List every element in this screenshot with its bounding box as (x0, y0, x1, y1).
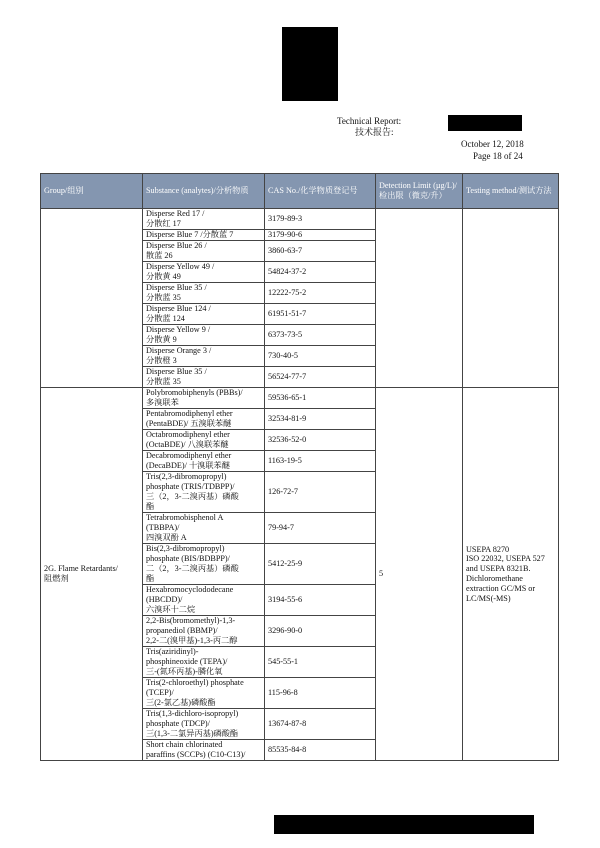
report-date: October 12, 2018 (461, 139, 524, 149)
cas-number-cell: 545-55-1 (265, 647, 376, 678)
substance-cell (143, 740, 265, 761)
substance-cell (143, 678, 265, 709)
substance-line: Hexabromocyclododecane (146, 585, 234, 595)
substance-line: 三(1,3-二氯异丙基)磷酸酯 (146, 728, 239, 738)
testing-method-line: Dichloromethane (466, 574, 523, 583)
table-header-row (41, 174, 559, 209)
substance-line: Disperse Blue 35 / (146, 283, 207, 293)
cas-number-cell: 3296-90-0 (265, 616, 376, 647)
substance-cell (143, 346, 265, 367)
substance-line: 酯 (146, 573, 155, 583)
substance-cell (143, 262, 265, 283)
group-label-line: 阻燃剂 (44, 574, 69, 583)
substance-cell (143, 451, 265, 472)
redacted-logo (282, 27, 338, 101)
substance-line: 三-(氮环丙基)-膦化氧 (146, 666, 223, 676)
substance-cell (143, 472, 265, 513)
cas-number-cell: 54824-37-2 (265, 262, 376, 283)
substance-line: Bis(2,3-dibromopropyl) (146, 544, 225, 554)
column-header-detection-limit: Detection Limit (µg/L)/检出限（微克/升） (376, 174, 463, 209)
substance-line: propanediol (BBMP)/ (146, 626, 218, 636)
substance-cell (143, 544, 265, 585)
substance-line: (HBCDD)/ (146, 595, 183, 605)
detection-limit-cell-continued (376, 209, 463, 388)
testing-method-line: and USEPA 8321B. (466, 564, 531, 574)
report-label-cn: 技术报告: (355, 127, 394, 137)
substance-line: Disperse Blue 26 / (146, 241, 207, 251)
table-row (41, 209, 559, 230)
column-header-testing-method: Testing method/测试方法 (463, 174, 559, 209)
redacted-footer (274, 815, 534, 834)
substance-line: phosphate (BIS/BDBPP)/ (146, 554, 230, 564)
substance-cell (143, 367, 265, 388)
cas-number-cell: 3194-55-6 (265, 585, 376, 616)
substance-line: paraffins (SCCPs) (C10-C13)/ (146, 750, 246, 759)
redacted-report-number (448, 115, 522, 131)
substance-cell (143, 283, 265, 304)
substance-cell (143, 325, 265, 346)
substance-line: Short chain chlorinated (146, 740, 223, 750)
substance-line: (OctaBDE)/ 八溴联苯醚 (146, 440, 229, 449)
substance-line: Tris(2,3-dibromopropyl) (146, 472, 227, 482)
cas-number-cell: 3860-63-7 (265, 241, 376, 262)
cas-number-cell: 32534-81-9 (265, 409, 376, 430)
cas-number-cell: 5412-25-9 (265, 544, 376, 585)
cas-number-cell: 61951-51-7 (265, 304, 376, 325)
column-header-substance: Substance (analytes)/分析物质 (143, 174, 265, 209)
substance-line: 三（2，3-二溴丙基）磷酸 (146, 492, 239, 501)
substance-line: phosphate (TDCP)/ (146, 719, 210, 729)
substance-line: Tris(2-chloroethyl) phosphate (146, 678, 244, 688)
substance-line: phosphineoxide (TEPA)/ (146, 657, 228, 667)
group-label-line: 2G. Flame Retardants/ (44, 564, 118, 574)
substance-cell (143, 430, 265, 451)
substance-cell (143, 209, 265, 230)
testing-method-line: USEPA 8270 (466, 544, 510, 554)
column-header-cas: CAS No./化学物质登记号 (265, 174, 376, 209)
substance-cell (143, 241, 265, 262)
substance-line: 分散蓝 124 (146, 314, 185, 323)
cas-number-cell: 3179-89-3 (265, 209, 376, 230)
cas-number-cell: 56524-77-7 (265, 367, 376, 388)
cas-number-cell: 13674-87-8 (265, 709, 376, 740)
substance-line: Tris(1,3-dichloro-isopropyl) (146, 709, 239, 719)
cas-number-cell: 12222-75-2 (265, 283, 376, 304)
cas-number-cell: 3179-90-6 (265, 230, 376, 241)
cas-number-cell: 115-96-8 (265, 678, 376, 709)
substance-line: Disperse Orange 3 / (146, 346, 212, 356)
substance-line: Octabromodiphenyl ether (146, 430, 230, 440)
substance-line: Tetrabromobisphenol A (146, 513, 224, 523)
substance-line: Disperse Blue 7 /分散蓝 7 (146, 230, 234, 240)
substance-line: 分散橙 3 (146, 356, 177, 365)
testing-method-line: LC/MS(-MS) (466, 593, 511, 603)
testing-method-cell (463, 388, 559, 761)
substance-line: 分散红 17 (146, 219, 181, 228)
substance-line: (TBBPA)/ (146, 523, 180, 533)
substance-cell (143, 585, 265, 616)
substance-cell (143, 230, 265, 241)
substance-line: 2,2-Bis(bromomethyl)-1,3- (146, 616, 236, 626)
cas-number-cell: 1163-19-5 (265, 451, 376, 472)
substance-line: 2,2-二(溴甲基)-1,3-丙二醇 (146, 635, 238, 645)
substance-line: 酯 (146, 501, 155, 511)
substance-line: (TCEP)/ (146, 688, 174, 698)
substance-cell (143, 513, 265, 544)
substance-line: Disperse Red 17 / (146, 209, 205, 219)
detection-limit-cell: 5 (376, 388, 463, 761)
substance-cell (143, 304, 265, 325)
substance-line: 散蓝 26 (146, 251, 173, 260)
substance-line: 分散黄 49 (146, 272, 181, 281)
cas-number-cell: 32536-52-0 (265, 430, 376, 451)
substance-line: 六溴环十二烷 (146, 604, 196, 614)
cas-number-cell: 59536-65-1 (265, 388, 376, 409)
substance-line: 分散蓝 35 (146, 293, 181, 302)
cas-number-cell: 79-94-7 (265, 513, 376, 544)
report-label-en: Technical Report: (337, 116, 402, 126)
substance-line: Disperse Blue 124 / (146, 304, 211, 314)
cas-number-cell: 85535-84-8 (265, 740, 376, 761)
substance-line: Tris(aziridinyl)- (146, 647, 199, 657)
substance-line: Polybromobiphenyls (PBBs)/ (146, 388, 243, 398)
substance-table (40, 173, 559, 761)
testing-method-line: extraction GC/MS or (466, 583, 536, 593)
table-row (41, 388, 559, 409)
cas-number-cell: 730-40-5 (265, 346, 376, 367)
page-number: Page 18 of 24 (473, 151, 523, 161)
testing-method-cell-continued (463, 209, 559, 388)
substance-line: 四溴双酚 A (146, 532, 187, 542)
substance-line: 多溴联苯 (146, 398, 179, 407)
group-cell-flame-retardants (41, 388, 143, 761)
substance-line: Disperse Yellow 9 / (146, 325, 211, 335)
cas-number-cell: 6373-73-5 (265, 325, 376, 346)
substance-cell (143, 409, 265, 430)
group-cell-continued (41, 209, 143, 388)
substance-line: 三(2-氯乙基)磷酸酯 (146, 697, 216, 707)
substance-line: Pentabromodiphenyl ether (146, 409, 233, 419)
testing-method-line: ISO 22032, USEPA 527 (466, 554, 545, 564)
cas-number-cell: 126-72-7 (265, 472, 376, 513)
substance-line: 二（2，3-二溴丙基）磷酸 (146, 564, 239, 573)
substance-line: (PentaBDE)/ 五溴联苯醚 (146, 419, 232, 428)
substance-line: Disperse Yellow 49 / (146, 262, 215, 272)
substance-line: Disperse Blue 35 / (146, 367, 207, 377)
substance-cell (143, 709, 265, 740)
substance-line: 分散黄 9 (146, 335, 177, 344)
column-header-group: Group/组别 (41, 174, 143, 209)
substance-line: phosphate (TRIS/TDBPP)/ (146, 482, 235, 492)
substance-line: 分散蓝 35 (146, 377, 181, 386)
substance-cell (143, 647, 265, 678)
substance-line: (DecaBDE)/ 十溴联苯醚 (146, 461, 230, 470)
substance-cell (143, 388, 265, 409)
substance-line: Decabromodiphenyl ether (146, 451, 232, 461)
substance-cell (143, 616, 265, 647)
